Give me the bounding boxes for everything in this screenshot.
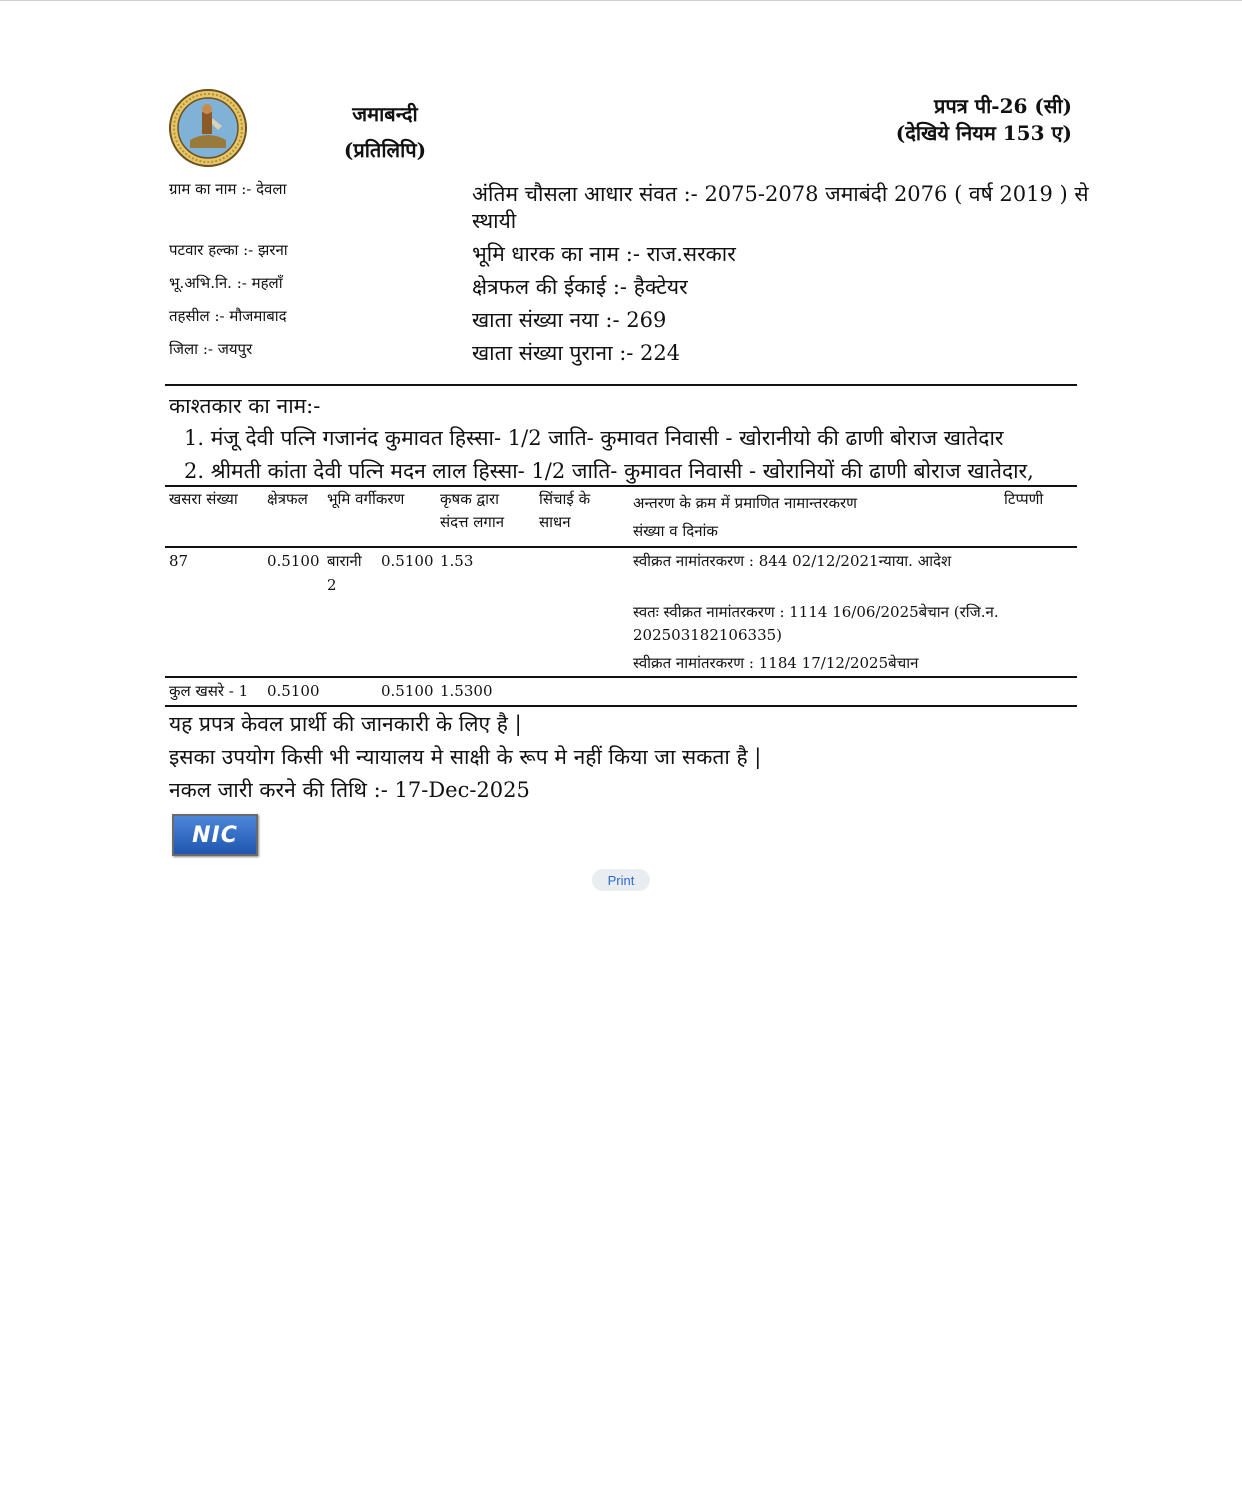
document-subtitle: (प्रतिलिपि) <box>343 138 427 162</box>
samvat-info: अंतिम चौसला आधार संवत :- 2075-2078 जमाबंदी 2076 ( वर्ष 2019 ) से <box>472 182 1089 206</box>
cell-classification-cont: 2 <box>327 576 337 594</box>
cultivator-item: 2. श्रीमती कांता देवी पत्नि मदन लाल हिस्सा- 1/2 जाति- कुमावत निवासी - खोरानियों की ढाणी बोराज खातेदार, <box>184 459 1034 483</box>
print-button[interactable]: Print <box>592 869 650 891</box>
total-label: कुल खसरे - 1 <box>169 682 249 700</box>
khata-old: खाता संख्या पुराना :- 224 <box>472 341 681 365</box>
nic-logo <box>172 814 258 856</box>
header-classification: भूमि वर्गीकरण <box>327 490 405 508</box>
land-holder: भूमि धारक का नाम :- राज.सरकार <box>472 242 736 266</box>
cell-mutation: स्वतः स्वीक्रत नामांतरकरण : 1114 16/06/2025बेचान (रजि.न. <box>633 603 999 621</box>
samvat-info-cont: स्थायी <box>472 209 517 233</box>
district-name: जिला :- जयपुर <box>169 340 253 358</box>
bhu-abhi-ni: भू.अभि.नि. :- महलाँ <box>169 274 283 292</box>
header-khasra: खसरा संख्या <box>169 490 238 508</box>
table-total-border <box>165 676 1077 678</box>
cell-rent: 1.53 <box>440 552 474 570</box>
document-title: जमाबन्दी <box>352 102 418 126</box>
table-bottom-border <box>165 705 1077 707</box>
cell-classification: बारानी <box>327 552 362 570</box>
total-class-area: 0.5100 <box>381 682 434 700</box>
cell-mutation: स्वीक्रत नामांतरकरण : 1184 17/12/2025बेचान <box>633 654 919 672</box>
rajasthan-seal-logo <box>168 88 248 168</box>
form-rule: (देखिये नियम 153 ए) <box>895 121 1072 145</box>
table-header-border <box>165 546 1077 548</box>
header-rent: कृषक द्वारा <box>440 490 500 508</box>
cell-mutation: स्वीक्रत नामांतरकरण : 844 02/12/2021न्याया. आदेश <box>633 552 952 570</box>
khata-new: खाता संख्या नया :- 269 <box>472 308 667 332</box>
total-area: 0.5100 <box>267 682 320 700</box>
cell-khasra: 87 <box>169 552 189 570</box>
header-mutation: अन्तरण के क्रम में प्रमाणित नामान्तरकरण <box>633 494 857 512</box>
top-border <box>0 0 1242 1</box>
cell-class-area: 0.5100 <box>381 552 434 570</box>
divider <box>165 384 1077 386</box>
header-irrigation: सिंचाई के <box>539 490 591 508</box>
nic-logo-text: NIC <box>192 822 238 848</box>
header-irrigation-cont: साधन <box>539 513 571 531</box>
header-mutation-cont: संख्या व दिनांक <box>633 522 718 540</box>
patwar-halka: पटवार हल्का :- झरना <box>169 241 288 259</box>
disclaimer-note: यह प्रपत्र केवल प्रार्थी की जानकारी के लिए है | <box>169 712 522 736</box>
village-name: ग्राम का नाम :- देवला <box>169 180 287 198</box>
total-rent: 1.5300 <box>440 682 493 700</box>
form-number: प्रपत्र पी-26 (सी) <box>933 94 1072 118</box>
cell-mutation-cont: 202503182106335) <box>633 626 783 644</box>
issue-date: नकल जारी करने की तिथि :- 17-Dec-2025 <box>169 778 530 802</box>
header-rent-cont: संदत्त लगान <box>440 513 505 531</box>
tehsil-name: तहसील :- मौजमाबाद <box>169 307 287 325</box>
table-top-border <box>165 485 1077 487</box>
disclaimer-note: इसका उपयोग किसी भी न्यायालय मे साक्षी के रूप मे नहीं किया जा सकता है | <box>169 745 762 769</box>
cultivator-heading: काश्तकार का नाम:- <box>169 394 321 418</box>
area-unit: क्षेत्रफल की ईकाई :- हैक्टेयर <box>472 275 688 299</box>
cultivator-item: 1. मंजू देवी पत्नि गजानंद कुमावत हिस्सा- 1/2 जाति- कुमावत निवासी - खोरानीयो की ढाणी बोराज खातेदार <box>184 426 1004 450</box>
header-remarks: टिप्पणी <box>1004 490 1044 508</box>
header-area: क्षेत्रफल <box>267 490 308 508</box>
cell-area: 0.5100 <box>267 552 320 570</box>
